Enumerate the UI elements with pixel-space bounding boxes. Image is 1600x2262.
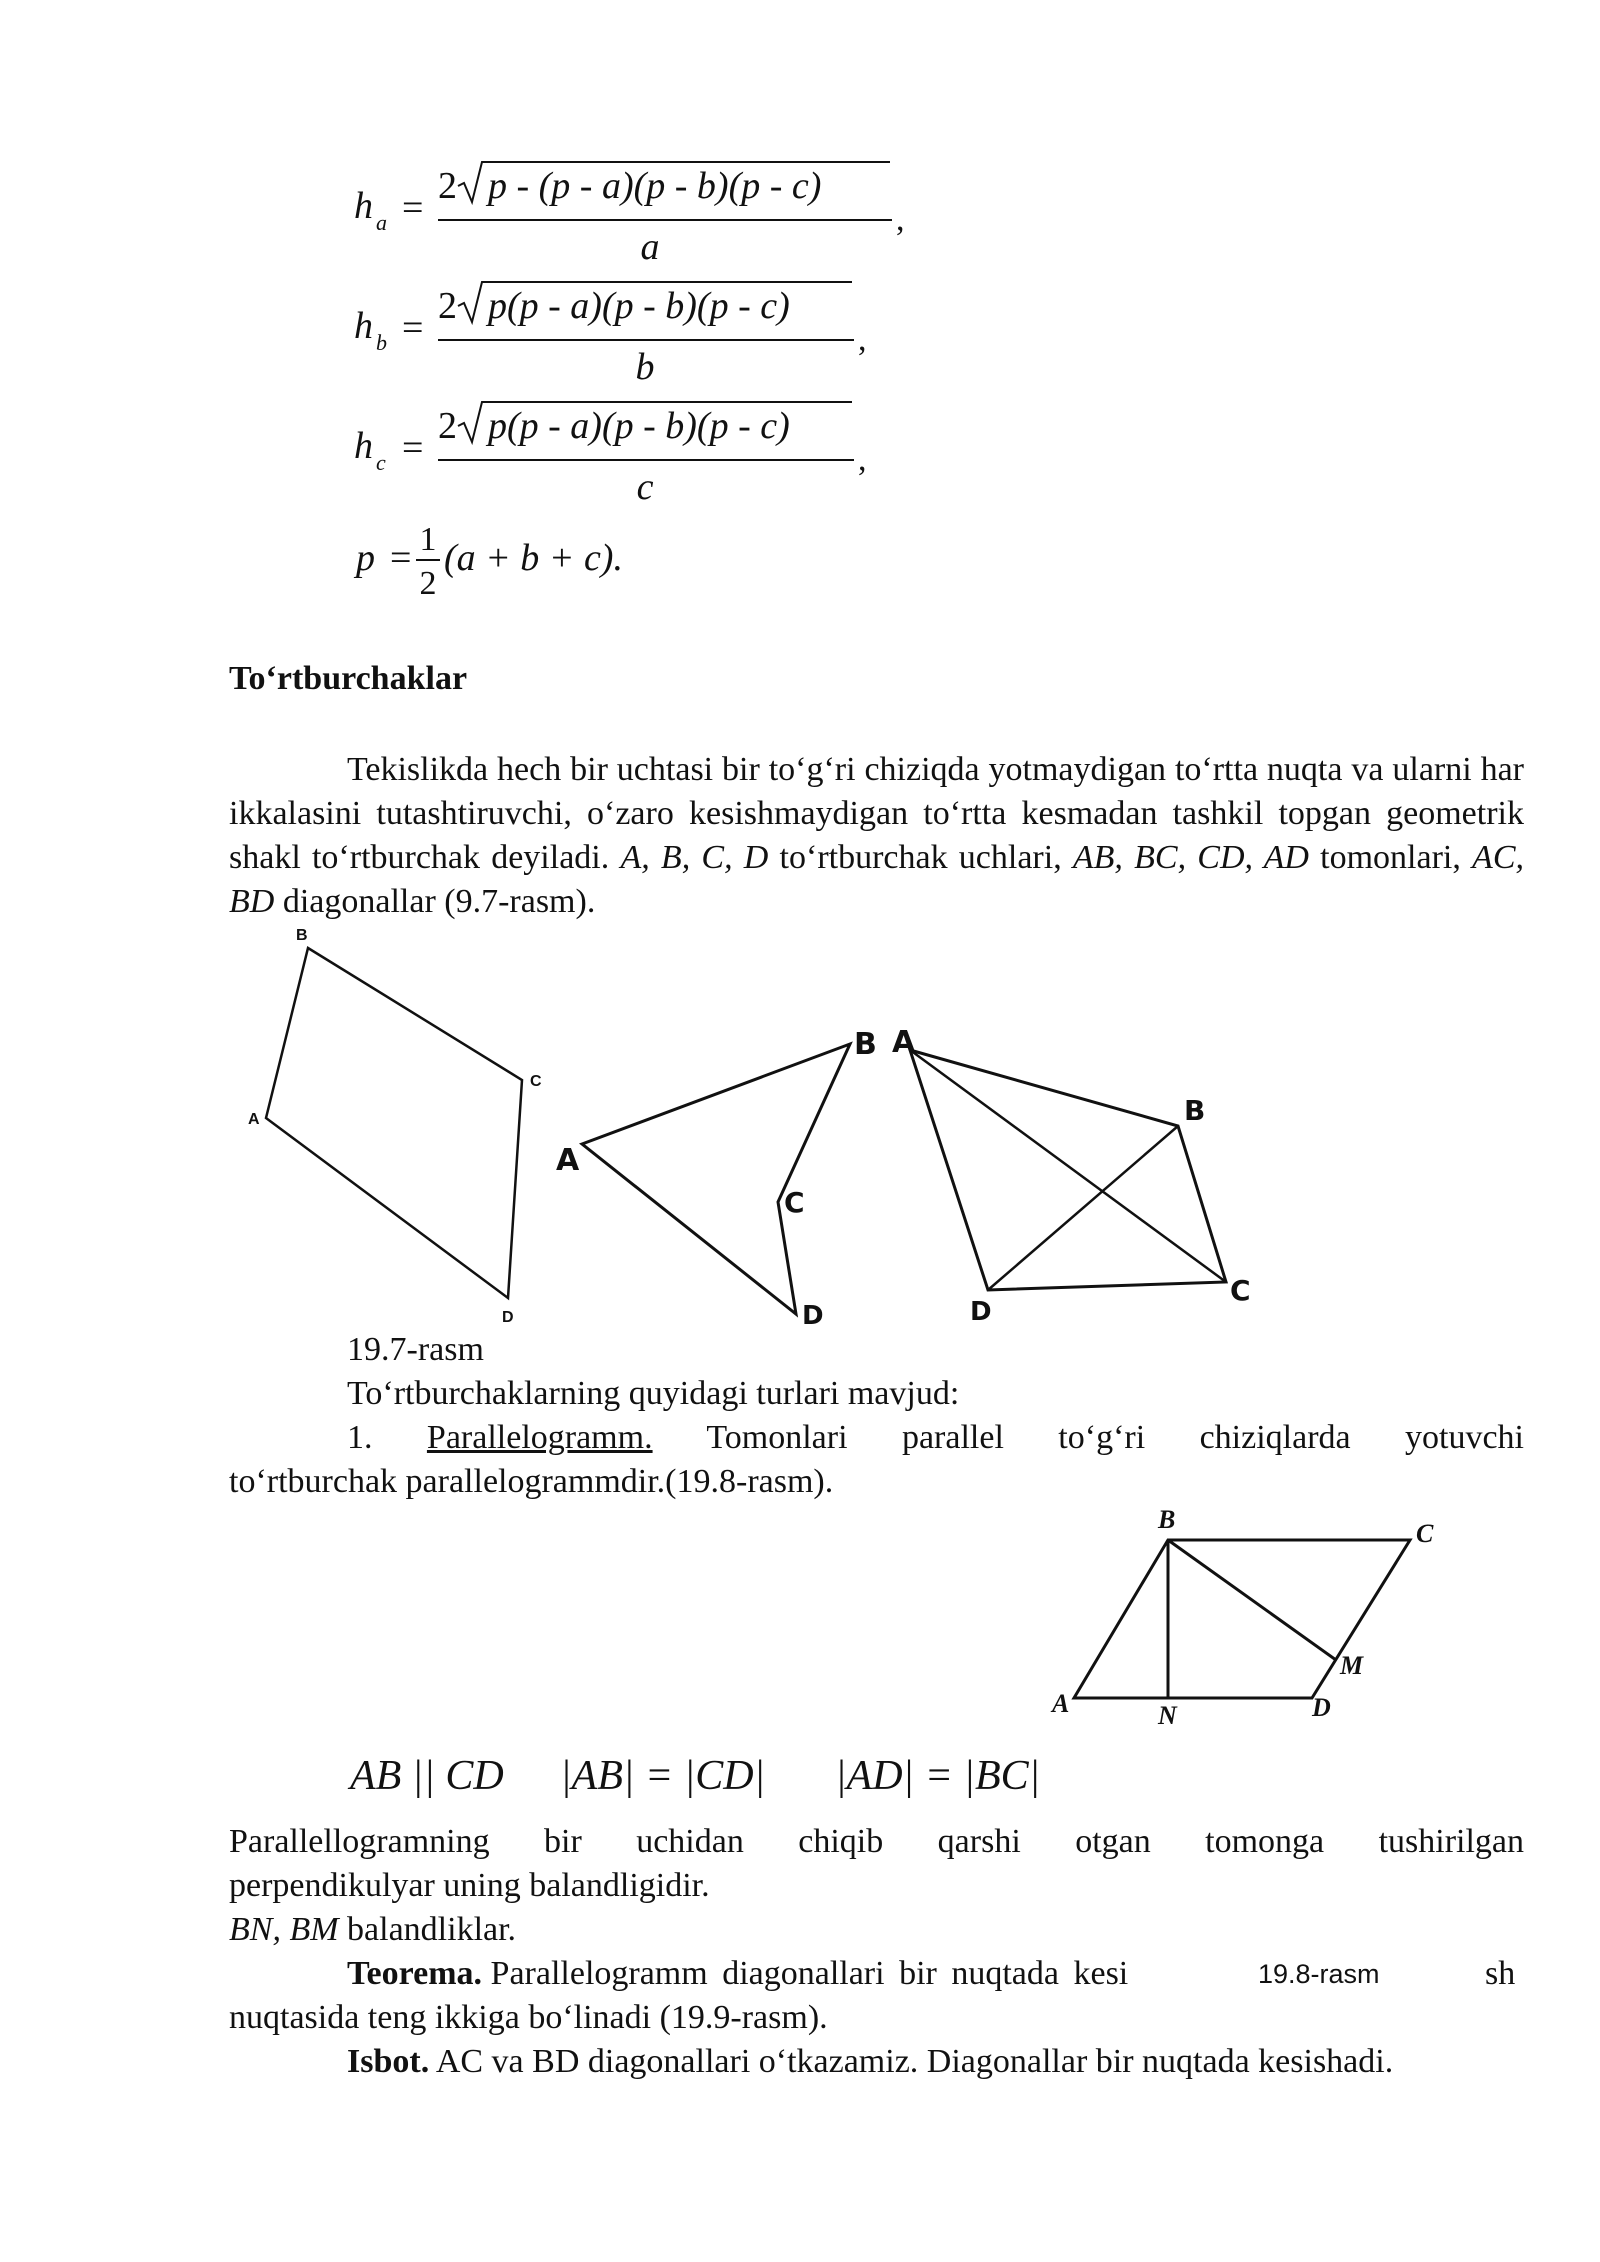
- relation-ad-bc: |AD| = |BC|: [835, 1753, 1041, 1799]
- quadrilateral-convex: [248, 927, 542, 1326]
- intro-paragraph: [229, 748, 1524, 924]
- proof-line: [347, 2040, 1527, 2084]
- relation-ab-cd: |AB| = |CD|: [560, 1753, 766, 1799]
- formula-ha: [354, 162, 905, 268]
- vertex-label-c: C: [784, 1186, 805, 1219]
- intro-sides-2: BC, CD, AD: [1134, 839, 1309, 876]
- formula-hc-comma: ,: [858, 441, 867, 478]
- formula-hb: [354, 282, 867, 388]
- formula-ha-comma: ,: [896, 201, 905, 238]
- vertex-label-a: A: [556, 1143, 580, 1178]
- theorem-text: Parallelogramm diagonallari bir nuqtada kesi: [490, 1955, 1129, 1992]
- formula-hc-sub: c: [376, 450, 386, 475]
- formula-p: [353, 521, 623, 602]
- heights-names: BN, BM: [229, 1911, 339, 1948]
- vertex-label-b: B: [1158, 1505, 1176, 1534]
- type-item-1-number: 1.: [347, 1419, 373, 1456]
- intro-part4: diagonallar (9.7-rasm).: [274, 883, 596, 920]
- formula-p-denominator: 2: [419, 565, 437, 602]
- intro-part1: Tekislikda hech bir uchtasi bir to‘g‘ri chiziqda yotmaydigan to‘rtta nuqta va ularni har ikkalasini tutashtiruvchi, o‘zaro kesishmaydigan to‘rtta kesmadan tashkil topgan geometrik shakl to‘rtburchak deyiladi.: [229, 751, 1524, 876]
- point-label-n: N: [1158, 1701, 1177, 1728]
- quadrilateral-outline: [266, 948, 522, 1298]
- theorem-line1-end: sh: [1485, 1955, 1516, 1992]
- height-text-line1: Parallellogramning bir uchidan chiqib qarshi otgan tomonga tushirilgan: [229, 1823, 1524, 1860]
- intro-part3: tomonlari,: [1308, 839, 1473, 876]
- formula-hc-equals: =: [402, 427, 424, 469]
- vertex-label-c: C: [1230, 1274, 1251, 1307]
- formula-ha-sub: a: [376, 210, 387, 235]
- figure-19-8-caption: 19.8-rasm: [1250, 1952, 1388, 1996]
- intro-sides-1: AB,: [1072, 839, 1123, 876]
- vertex-label-b: B: [854, 1027, 877, 1062]
- formula-hb-equals: =: [402, 307, 424, 349]
- vertex-label-a: A: [248, 1111, 260, 1128]
- formula-hc-denominator: c: [636, 466, 654, 508]
- formula-hb-radicand: p(p - a)(p - b)(p - c): [488, 285, 790, 327]
- formula-ha-coef: 2: [438, 165, 457, 207]
- vertex-label-b: B: [296, 927, 308, 944]
- vertex-label-a: A: [1052, 1689, 1070, 1718]
- intro-part2: to‘rtburchak uchlari,: [768, 839, 1073, 876]
- proof-label: Isbot.: [347, 2043, 430, 2080]
- vertex-label-c: C: [530, 1073, 542, 1090]
- type-item-1-line1: [229, 1416, 1524, 1460]
- formula-block: [340, 150, 960, 620]
- formula-hc-label: h: [354, 425, 373, 467]
- vertex-label-d: D: [502, 1309, 514, 1326]
- quadrilateral-concave: [556, 1027, 877, 1331]
- intro-diagonals: AC, BD: [229, 839, 1524, 920]
- formula-p-label: p: [356, 537, 375, 579]
- proof-text: AC va BD diagonallari o‘tkazamiz. Diagonallar bir nuqtada kesishadi.: [435, 2043, 1394, 2080]
- types-intro: To‘rtburchaklarning quyidagi turlari mavjud:: [347, 1375, 960, 1412]
- type-item-1-term: Parallelogramm.: [426, 1419, 653, 1456]
- theorem-label: Teorema.: [347, 1955, 483, 1992]
- section-title: To‘rtburchaklar: [229, 660, 468, 697]
- formula-hb-denominator: b: [635, 346, 655, 388]
- vertex-label-d: D: [802, 1301, 824, 1331]
- figure-19-7-caption: 19.7-rasm: [347, 1331, 484, 1368]
- relation-parallel: AB || CD: [350, 1753, 504, 1799]
- heights-rest: balandliklar.: [338, 1911, 517, 1948]
- vertex-label-d: D: [1312, 1693, 1331, 1722]
- formula-p-rest: (a + b + c).: [444, 537, 623, 579]
- height-text-line3: [229, 1908, 516, 1952]
- formula-hb-comma: ,: [858, 321, 867, 358]
- formula-p-numerator: 1: [419, 521, 437, 558]
- formula-ha-denominator: a: [640, 226, 660, 268]
- type-item-1-line2: to‘rtburchak parallelogrammdir.(19.8-rasm).: [229, 1463, 834, 1500]
- quadrilateral-outline: [582, 1044, 850, 1314]
- vertex-label-d: D: [970, 1297, 992, 1327]
- vertex-label-c: C: [1416, 1519, 1434, 1548]
- formula-ha-radicand: p - (p - a)(p - b)(p - c): [488, 165, 822, 207]
- vertex-label-b: B: [1184, 1094, 1206, 1127]
- theorem-line2: nuqtasida teng ikkiga bo‘linadi (19.9-rasm).: [229, 1999, 828, 2036]
- quadrilateral-with-diagonals: [892, 1025, 1251, 1327]
- height-text-line2: perpendikulyar uning balandligidir.: [229, 1867, 710, 1904]
- height-bm: [1168, 1540, 1336, 1660]
- intro-vertices: A, B, C, D: [620, 839, 769, 876]
- formula-hc: [354, 402, 867, 508]
- formula-p-equals: =: [390, 537, 412, 579]
- formula-ha-equals: =: [402, 187, 424, 229]
- figure-19-7: [230, 920, 1280, 1340]
- point-label-m: M: [1340, 1651, 1364, 1680]
- formula-ha-label: h: [354, 185, 373, 227]
- formula-hb-label: h: [354, 305, 373, 347]
- figure-19-8: [1050, 1498, 1470, 1728]
- vertex-label-a: A: [892, 1025, 916, 1060]
- formula-hc-radicand: p(p - a)(p - b)(p - c): [488, 405, 790, 447]
- theorem-line1: [347, 1952, 1347, 1996]
- formula-hb-sub: b: [376, 330, 387, 355]
- type-item-1-text: Tomonlari parallel to‘g‘ri chiziqlarda yotuvchi: [706, 1419, 1525, 1456]
- formula-hc-coef: 2: [438, 405, 457, 447]
- formula-hb-coef: 2: [438, 285, 457, 327]
- diagonal-bd: [988, 1126, 1178, 1290]
- diagonal-ac: [910, 1050, 1226, 1282]
